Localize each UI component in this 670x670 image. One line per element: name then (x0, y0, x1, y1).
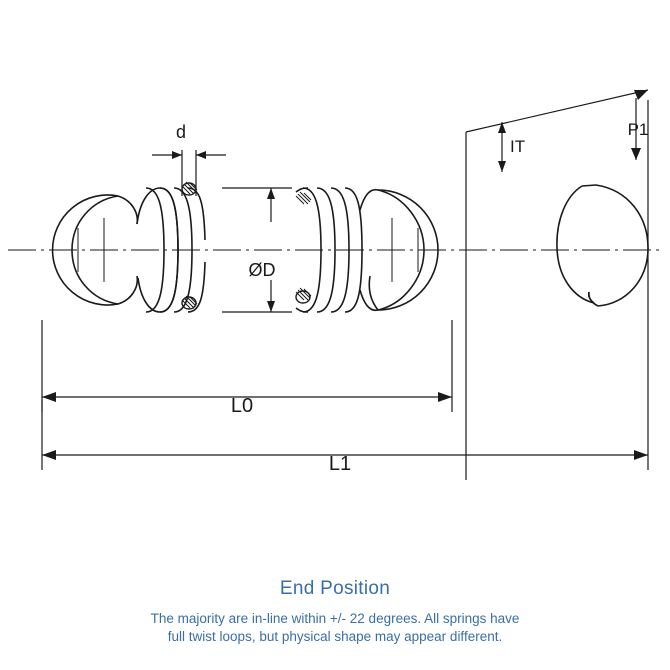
label-extended-length: L1 (328, 453, 352, 475)
extended-end-hook (557, 185, 648, 306)
left-coil-body (137, 182, 205, 312)
caption-line-2: full twist loops, but physical shape may appear different. (167, 629, 503, 644)
extended-length-dimension (42, 100, 648, 470)
caption-body (0, 610, 670, 646)
caption-line-1: The majority are in-line within +/- 22 degrees. All springs have (150, 611, 520, 626)
label-wire-diameter: d (175, 122, 187, 142)
label-initial-tension: IT (510, 137, 526, 156)
label-free-length: L0 (230, 395, 254, 417)
initial-tension-dimension (466, 90, 648, 480)
label-pitch-angle: P1 (627, 120, 649, 139)
label-outer-diameter: ØD (248, 260, 276, 280)
caption-title: End Position (279, 578, 391, 599)
